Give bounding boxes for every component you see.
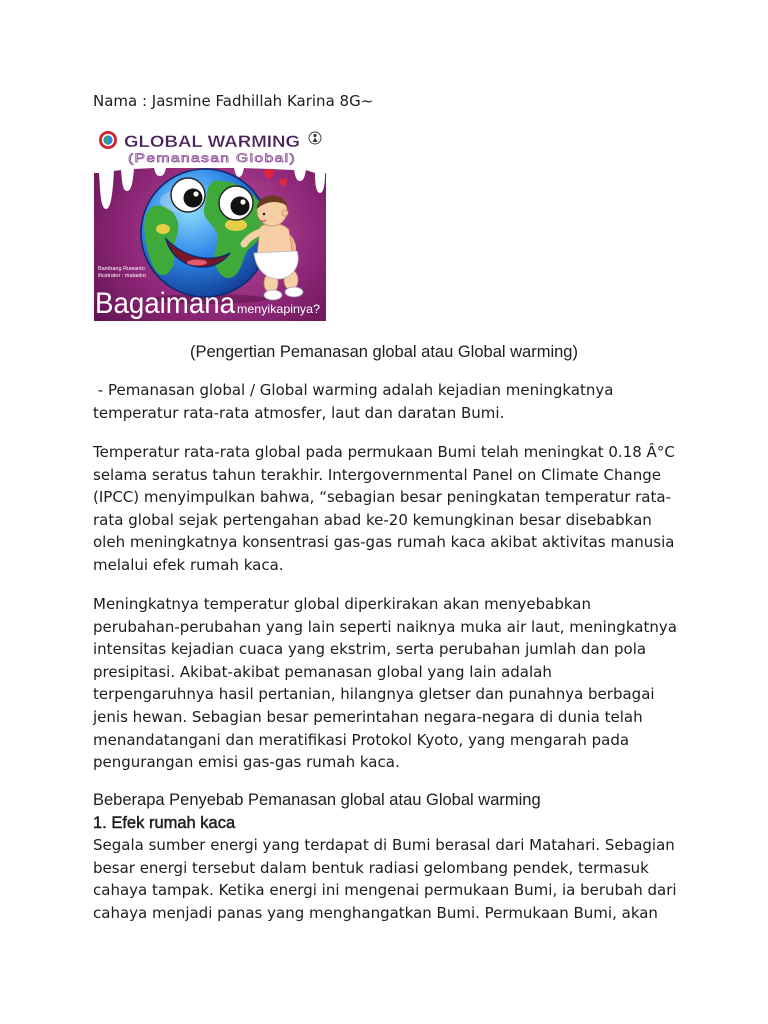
paragraph-line: menandatangani dan meratifikasi Protokol Kyoto, yang mengarah pada <box>93 730 630 749</box>
paragraph-line: temperatur rata-rata atmosfer, laut dan daratan Bumi. <box>93 403 505 422</box>
desert-patch <box>156 224 170 234</box>
paragraph-line: perubahan-perubahan yang lain seperti naiknya muka air laut, meningkatnya <box>93 617 677 636</box>
paragraph-line: presipitasi. Akibat-akibat pemanasan global yang lain adalah <box>93 662 552 681</box>
cover-illustrator: illustrator : mataeko <box>98 273 146 279</box>
paragraph-line: oleh meningkatnya konsentrasi gas-gas rumah kaca akibat aktivitas manusia <box>93 533 675 552</box>
baby-shoe <box>264 290 282 300</box>
cover-subtitle: (Pemanasan Global) <box>128 151 296 165</box>
left-eye <box>171 178 205 212</box>
paragraph-line: cahaya tampak. Ketika energi ini mengenai permukaan Bumi, ia berubah dari <box>93 881 677 900</box>
paragraph-line: pengurangan emisi gas-gas rumah kaca. <box>93 753 400 772</box>
book-cover-image <box>94 123 326 321</box>
cover-author: Bambang Ruwanto <box>98 266 145 272</box>
paragraph-definition <box>93 379 613 424</box>
baby-ear <box>282 210 288 216</box>
paragraph-line: - Pemanasan global / Global warming adalah kejadian meningkatnya <box>93 381 614 399</box>
cover-title: GLOBAL WARMING <box>124 132 300 151</box>
paragraph-line: (IPCC) menyimpulkan bahwa, “sebagian besar peningkatan temperatur rata- <box>93 488 671 507</box>
paragraph-line: cahaya menjadi panas yang menghangatkan Bumi. Permukaan Bumi, akan <box>93 903 658 922</box>
paragraph-line: Temperatur rata-rata global pada permukaan Bumi telah meningkat 0.18 Â°C <box>93 443 675 461</box>
cover-illustration <box>94 123 326 321</box>
right-eye <box>219 186 253 220</box>
global-warming-logo-icon <box>99 131 117 149</box>
section-subtitle: 1. Efek rumah kaca <box>93 813 236 832</box>
publisher-logo-icon <box>309 132 321 144</box>
baby-eye <box>263 213 266 216</box>
paragraph-line: Segala sumber energi yang terdapat di Bumi berasal dari Matahari. Sebagian <box>93 836 675 855</box>
paragraph-line: besar energi tersebut dalam bentuk radiasi gelombang pendek, termasuk <box>93 858 649 877</box>
paragraph-line: melalui efek rumah kaca. <box>93 555 284 574</box>
definition-heading: (Pengertian Pemanasan global atau Global warming) <box>190 343 578 361</box>
paragraph-effects <box>93 593 677 774</box>
cover-tagline-small: menyikapinya? <box>237 302 321 316</box>
paragraph-line: terpengaruhnya hasil pertanian, hilangnya gletser dan punahnya berbagai <box>93 685 655 704</box>
paragraph-line: Meningkatnya temperatur global diperkirakan akan menyebabkan <box>93 595 591 613</box>
baby-shoe <box>285 287 303 297</box>
cartoon-earth-globe <box>141 169 269 297</box>
paragraph-line: intensitas kejadian cuaca yang ekstrim, serta perubahan jumlah dan pola <box>93 640 647 659</box>
author-name-line: Nama : Jasmine Fadhillah Karina 8G~ <box>93 92 374 110</box>
paragraph-line: rata global sejak pertengahan abad ke-20 kemungkinan besar disebabkan <box>93 510 652 529</box>
cover-tagline-large: Bagaimana <box>95 287 236 320</box>
paragraph-line: selama seratus tahun terakhir. Intergovernmental Panel on Climate Change <box>93 465 661 484</box>
section-causes <box>93 789 677 925</box>
paragraph-temperature <box>93 441 675 577</box>
desert-patch <box>225 219 247 231</box>
paragraph-line: jenis hewan. Sebagian besar pemerintahan negara-negara di dunia telah <box>93 707 643 726</box>
section-title: Beberapa Penyebab Pemanasan global atau Global warming <box>93 791 541 809</box>
